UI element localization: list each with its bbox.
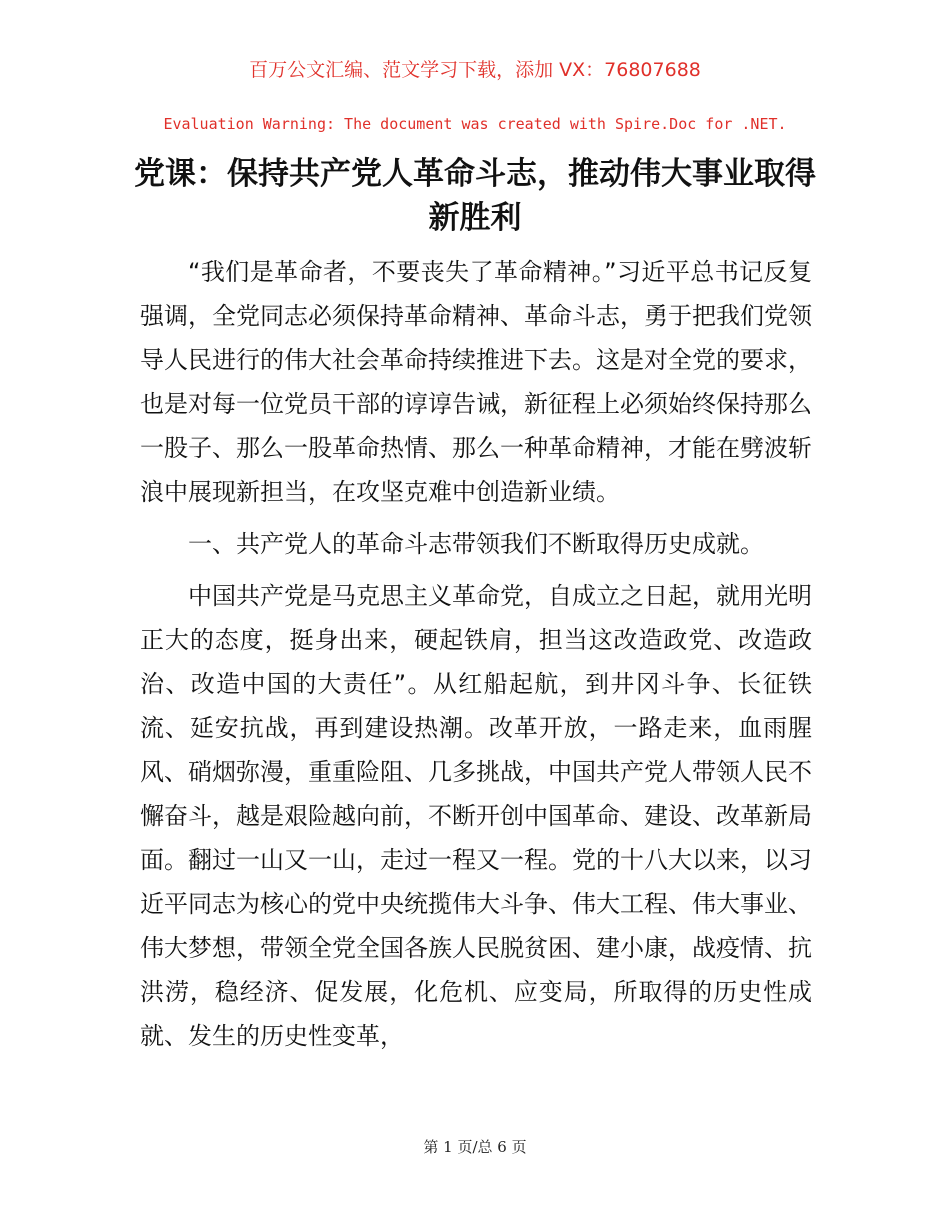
document-body [140,250,812,1066]
paragraph-section-1: 中国共产党是马克思主义革命党，自成立之日起，就用光明正大的态度，挺身出来，硬起铁肩，担当这改造政党、改造政治、改造中国的大责任”。从红船起航，到井冈斗争、长征铁流、延安抗战，再到建设热潮。改革开放，一路走来，血雨腥风、硝烟弥漫，重重险阻、几多挑战，中国共产党人带领人民不懈奋斗，越是艰险越向前，不断开创中国革命、建设、改革新局面。翻过一山又一山，走过一程又一程。党的十八大以来，以习近平同志为核心的党中央统揽伟大斗争、伟大工程、伟大事业、伟大梦想，带领全党全国各族人民脱贫困、建小康，战疫情、抗洪涝，稳经济、促发展，化危机、应变局，所取得的历史性成就、发生的历史性变革， [140,582,812,1050]
section-heading-1: 一、共产党人的革命斗志带领我们不断取得历史成就。 [188,530,764,558]
page-number-footer: 第 1 页/总 6 页 [423,1138,527,1156]
document-title: 党课：保持共产党人革命斗志，推动伟大事业取得新胜利 [134,156,816,236]
paragraph-intro: “我们是革命者，不要丧失了革命精神。”习近平总书记反复强调，全党同志必须保持革命精神、革命斗志，勇于把我们党领导人民进行的伟大社会革命持续推进下去。这是对全党的要求，也是对每一位党员干部的谆谆告诫，新征程上必须始终保持那么一股子、那么一股革命热情、那么一种革命精神，才能在劈波斩浪中展现新担当，在攻坚克难中创造新业绩。 [140,258,812,506]
header-banner: 百万公文汇编、范文学习下载，添加 VX：76807688 [249,59,701,81]
evaluation-warning: Evaluation Warning: The document was created with Spire.Doc for .NET. [163,115,787,133]
